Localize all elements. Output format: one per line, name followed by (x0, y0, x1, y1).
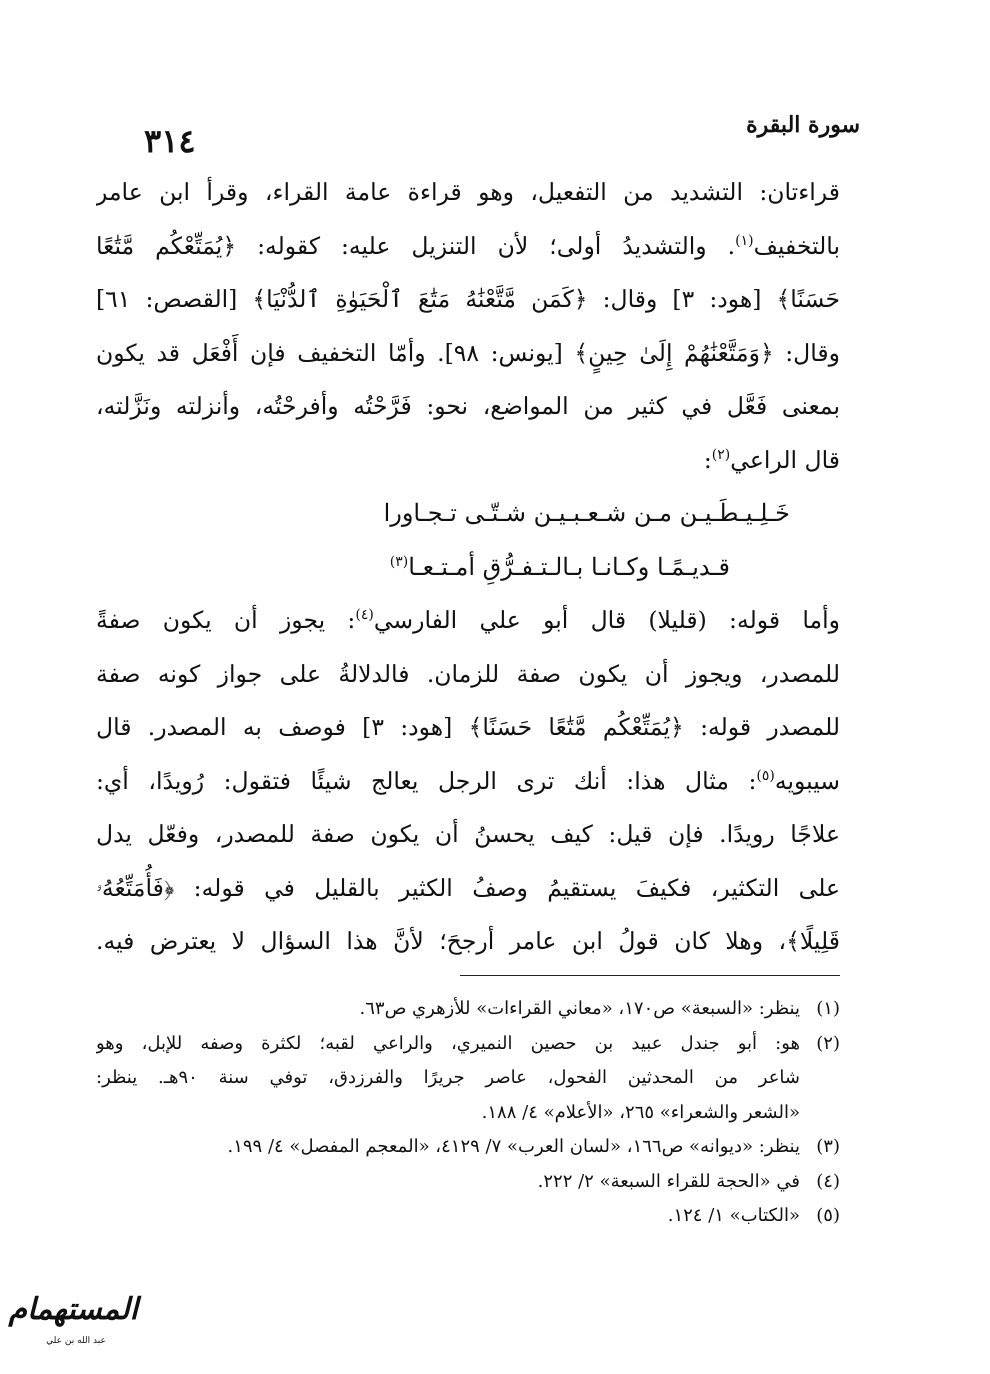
footnote-text (96, 1165, 800, 1200)
footnote (96, 1165, 840, 1200)
footnote-line: «الشعر والشعراء» ٢٦٥، «الأعلام» ٤/ ١٨٨. (481, 1101, 800, 1123)
footnote-line: شاعر من المحدثين الفحول، عاصر جريرًا والفرزدق، توفي سنة ٩٠هـ. ينظر: (96, 1067, 800, 1088)
text-line (96, 755, 840, 809)
surah-title: سورة البقرة (746, 112, 860, 138)
text-line: وقال: ﴿وَمَتَّعْنَٰهُمْ إِلَىٰ حِينٍ﴾ [يونس: ٩٨]. وأمّا التخفيف فإن أَفْعَل قد يكون (96, 338, 840, 367)
page-number: ٣١٤ (144, 122, 196, 160)
page-header (100, 108, 860, 158)
footnote-text (96, 1199, 800, 1234)
logo-calligraphy: المستهمام (8, 1292, 138, 1327)
text-line (96, 220, 840, 274)
footnote-mark: (٢) (711, 446, 731, 463)
footnote-mark: (٣) (389, 553, 409, 570)
logo-subtext: عبد الله بن علي (46, 1336, 106, 1346)
text-line: علاجًا رويدًا. فإن قيل: كيف يحسنُ أن يكون صفة للمصدر، وفعّل يدل (96, 820, 840, 848)
text-line: للمصدر، ويجوز أن يكون صفة للزمان. فالدلالةُ على جواز كونه صفة (96, 659, 840, 688)
publisher-logo (10, 1292, 140, 1358)
footnote-text (96, 992, 800, 1027)
text-line: حَسَنًا﴾ [هود: ٣] وقال: ﴿كَمَن مَّتَّعْنَٰهُ مَتَٰعَ ٱلْحَيَوٰةِ ٱلدُّنْيَا﴾ [القصص: ٦١] (96, 285, 840, 313)
footnote-number: (١) (816, 998, 840, 1019)
main-text (96, 166, 840, 969)
footnote-line: «الكتاب» ١/ ١٢٤. (667, 1205, 800, 1226)
text-segment: : يجوز أن يكون صفةً (96, 606, 356, 634)
text-line: للمصدر قوله: ﴿يُمَتِّعْكُم مَّتَٰعًا حَسَنًا﴾ [هود: ٣] فوصف به المصدر. قال (96, 713, 840, 741)
text-line (96, 434, 840, 488)
text-line: قَلِيلًا﴾، وهلا كان قولُ ابن عامر أرجحَ؛ لأنَّ هذا السؤال لا يعترض فيه. (96, 927, 840, 955)
footnote-mark: (٤) (355, 607, 374, 624)
footnote-number: (٣) (816, 1136, 840, 1157)
verse-text: قـديـمًـا وكـانـا بـالـتـفـرُّقِ أمـتـعـا (408, 552, 730, 581)
text-segment: بالتخفيف (753, 231, 840, 260)
text-line: على التكثير، فكيفَ يستقيمُ وصفُ الكثير بالقليل في قوله: ﴿فَأُمَتِّعُهُۥ (96, 873, 840, 902)
footnote-mark: (١) (735, 232, 754, 249)
footnote-number: (٢) (816, 1032, 840, 1054)
footnote (96, 1199, 840, 1234)
text-segment: قال الراعي (730, 445, 840, 474)
footnote-text (96, 1130, 800, 1165)
footnote-number: (٤) (816, 1170, 840, 1192)
text-line: بمعنى فَعَّل في كثير من المواضع، نحو: فَرَّحْتُه وأفرحْتُه، وأنزلته ونَزَّلته، (96, 392, 840, 420)
footnote (96, 1130, 840, 1165)
text-line: قراءتان: التشديد من التفعيل، وهو قراءة عامة القراء، وقرأ ابن عامر (96, 178, 840, 206)
footnote (96, 992, 840, 1027)
footnote-number: (٥) (816, 1205, 840, 1226)
footnote (96, 1027, 840, 1131)
footnote-line: في «الحجة للقراء السبعة» ٢/ ٢٢٢. (537, 1170, 800, 1192)
text-segment: : (703, 445, 712, 474)
footnote-line: ينظر: «ديوانه» ص١٦٦، «لسان العرب» ٧/ ٤١٢٩، «المعجم المفصل» ٤/ ١٩٩. (227, 1136, 800, 1157)
footnote-line: ينظر: «السبعة» ص١٧٠، «معاني القراءات» للأزهري ص٦٣. (359, 998, 800, 1019)
text-line (96, 594, 840, 648)
footnotes (96, 992, 840, 1234)
footnote-line: هو: أبو جندل عبيد بن حصين النميري، والراعي لقبه؛ لكثرة وصفه للإبل، وهو (96, 1032, 800, 1054)
text-segment: . والتشديدُ أولى؛ لأن التنزيل عليه: كقوله: ﴿يُمَتِّعْكُم مَّتَٰعًا (96, 231, 736, 260)
footnote-text (96, 1027, 800, 1131)
poetry-verse (96, 541, 840, 595)
poetry-verse: خَـلِـيـطَـيـن مـن شـعـبـيـن شـتّـى تـجـاورا (383, 499, 790, 527)
footnote-mark: (٥) (756, 767, 775, 784)
text-segment: سيبويه (774, 766, 840, 795)
footnote-separator (460, 975, 840, 976)
text-segment: : مثال هذا: أنك ترى الرجل يعالج شيئًا فتقول: رُويدًا، أي: (96, 766, 757, 795)
text-segment: وأما قوله: (قليلا) قال أبو علي الفارسي (373, 606, 840, 634)
